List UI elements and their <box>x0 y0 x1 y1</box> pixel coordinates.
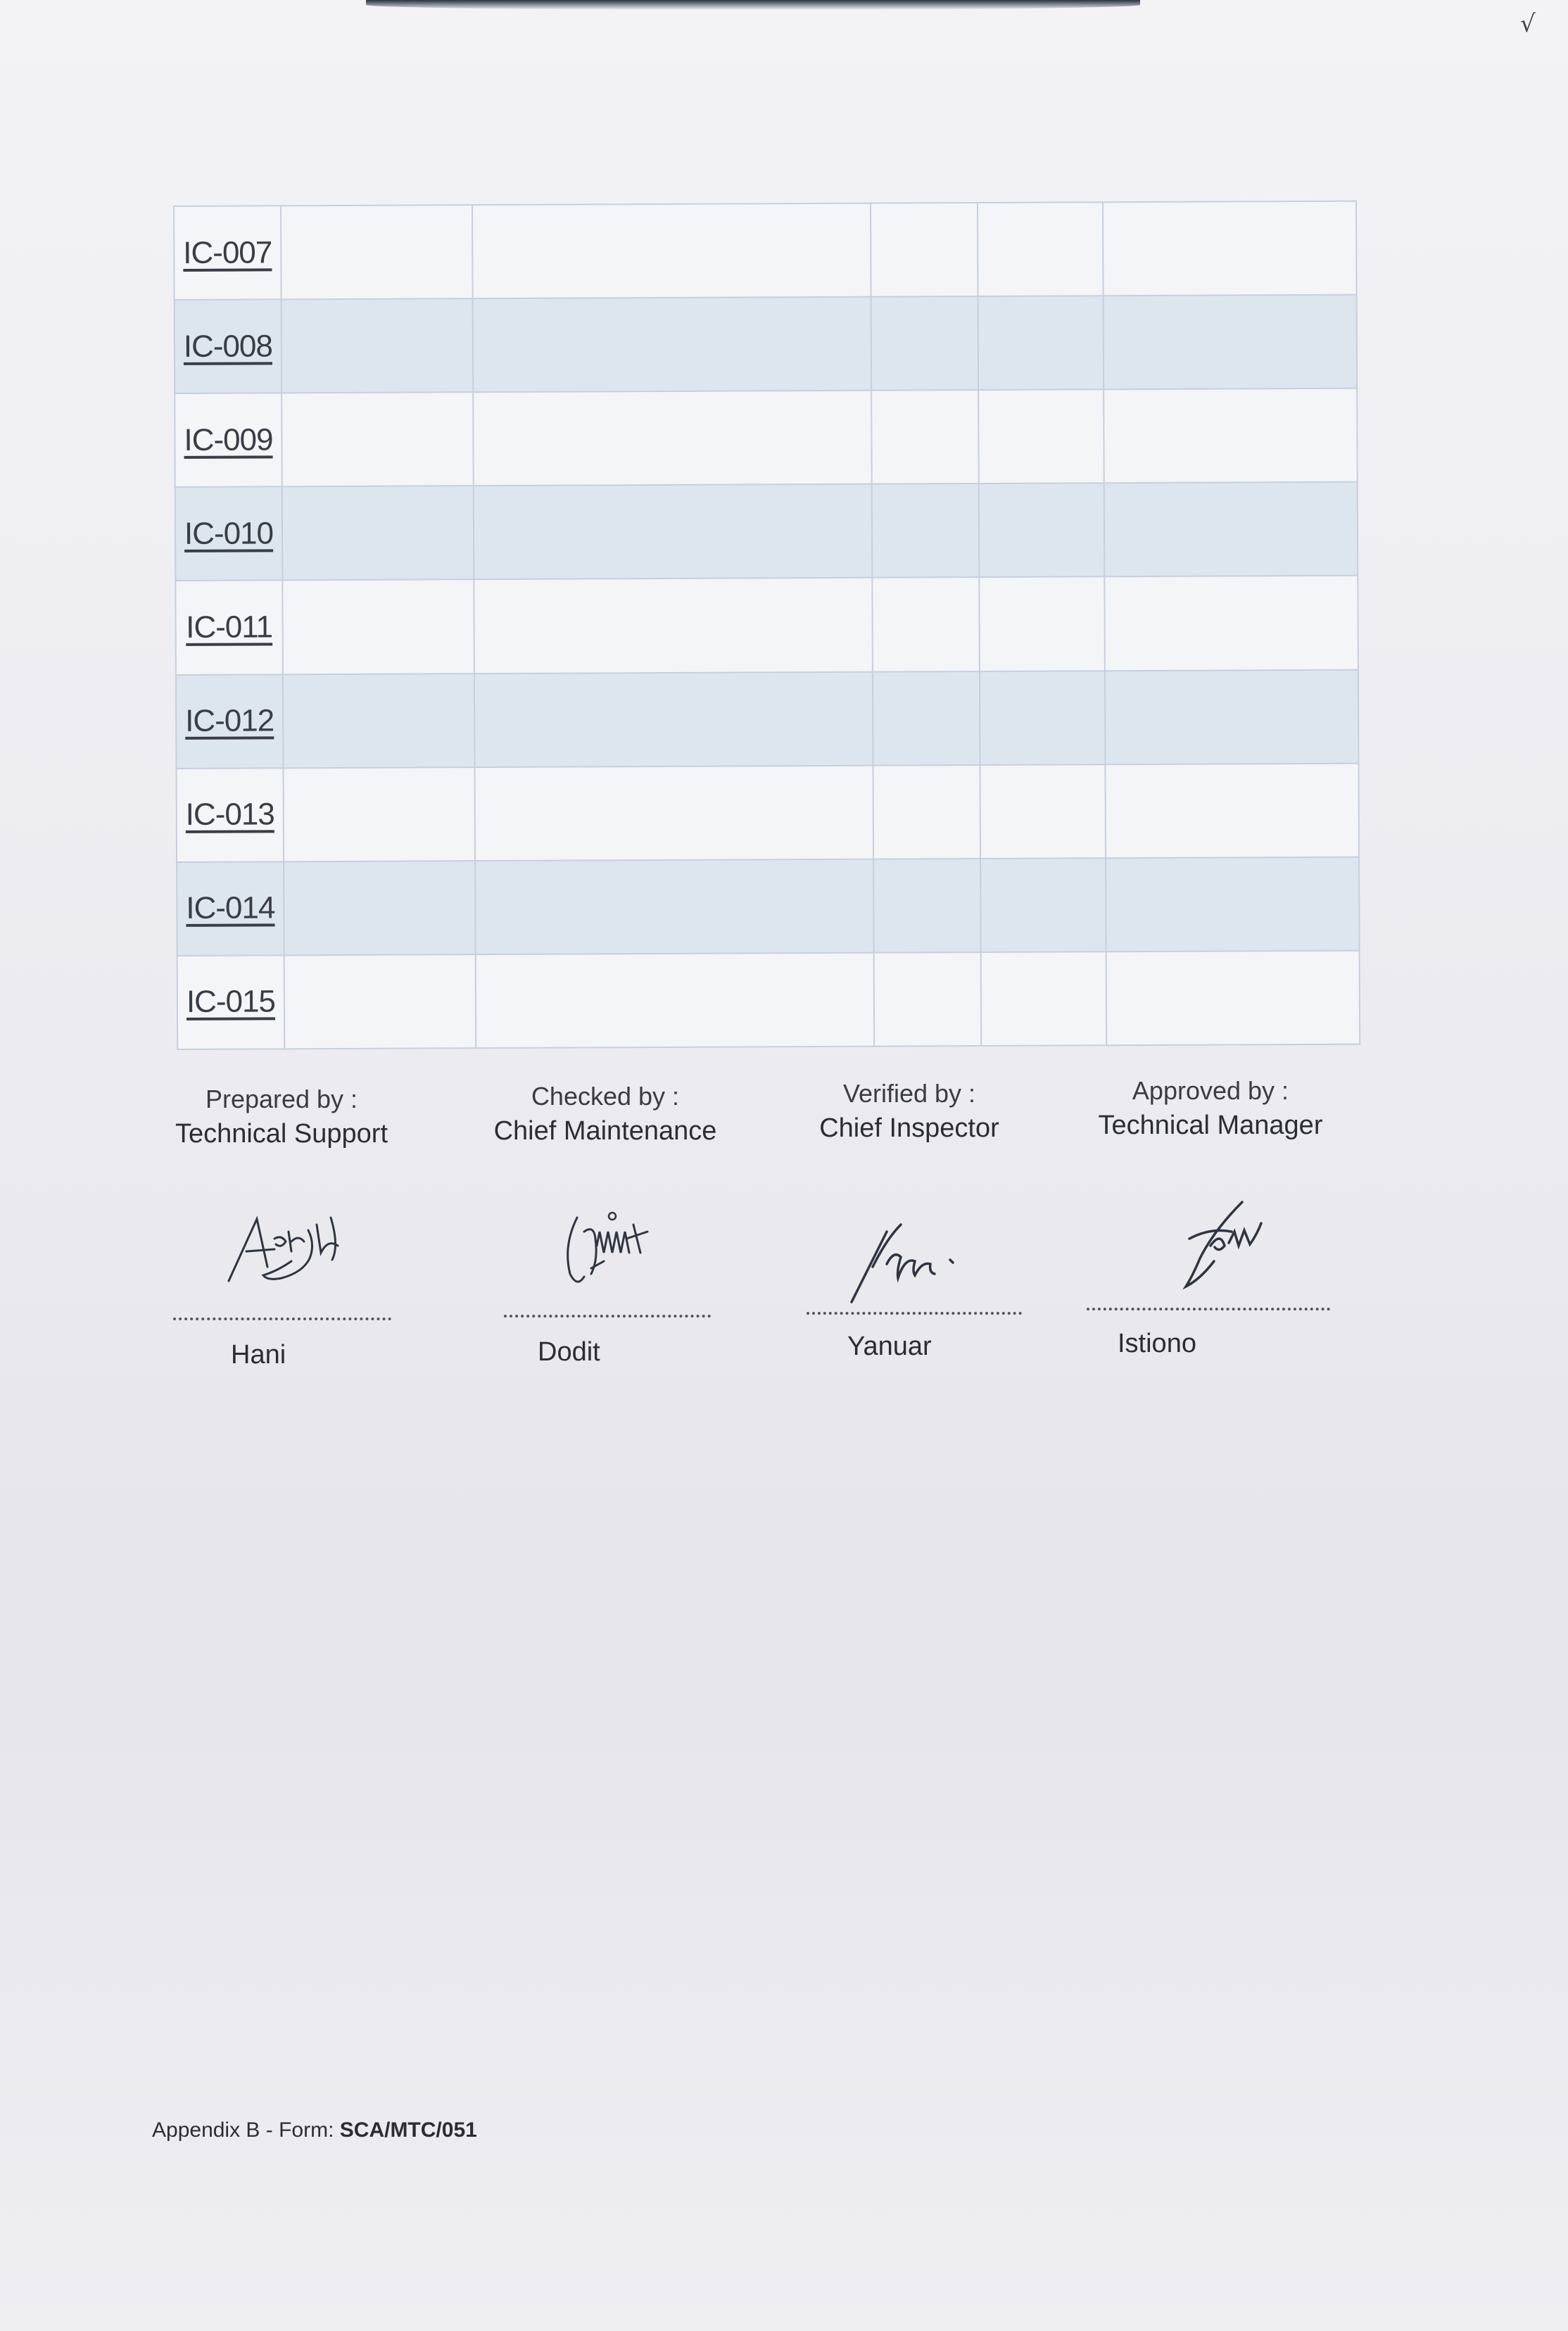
signature-line-istiono <box>1087 1308 1330 1310</box>
empty-cell <box>284 954 476 1049</box>
empty-cell <box>283 674 475 768</box>
item-code-cell <box>176 674 284 769</box>
item-code-cell <box>175 581 283 675</box>
empty-cell <box>872 577 980 671</box>
table-row <box>176 669 1359 768</box>
item-code: IC-012 <box>185 703 274 739</box>
table-row <box>174 201 1357 300</box>
empty-cell <box>283 767 475 861</box>
empty-cell <box>474 578 873 674</box>
footer-prefix: Appendix B - Form: <box>152 2118 340 2142</box>
item-code-cell <box>174 206 282 300</box>
empty-cell <box>981 952 1107 1046</box>
signature-block-checked <box>457 1080 753 1149</box>
empty-cell <box>474 484 873 580</box>
inspection-table <box>173 201 1360 1050</box>
item-code-cell <box>177 955 285 1049</box>
empty-cell <box>873 765 980 859</box>
item-code: IC-007 <box>183 234 272 270</box>
empty-cell <box>476 953 875 1049</box>
signature-role-label: Checked by : <box>531 1082 680 1111</box>
item-code: IC-013 <box>185 797 274 833</box>
signature-yanuar-mark <box>845 1218 978 1309</box>
empty-cell <box>978 296 1104 390</box>
signature-block-prepared <box>134 1082 429 1151</box>
page-top-shadow <box>366 0 1140 10</box>
signature-role-title: Chief Maintenance <box>493 1116 717 1146</box>
item-code-cell <box>176 768 284 862</box>
empty-cell <box>871 203 978 297</box>
empty-cell <box>472 203 871 299</box>
item-code-cell <box>177 861 284 956</box>
item-code: IC-015 <box>186 984 276 1020</box>
table-row <box>177 951 1360 1049</box>
signature-istiono-mark <box>1161 1196 1281 1295</box>
item-code: IC-010 <box>184 516 274 551</box>
table-row <box>175 576 1358 674</box>
empty-cell <box>1104 388 1358 484</box>
empty-cell <box>1104 576 1358 671</box>
signature-name-dodit: Dodit <box>538 1337 600 1367</box>
signature-line-dodit <box>504 1315 711 1318</box>
empty-cell <box>473 391 872 486</box>
signature-name-istiono: Istiono <box>1118 1329 1196 1358</box>
signature-name-hani: Hani <box>231 1340 286 1370</box>
empty-cell <box>980 858 1106 952</box>
empty-cell <box>1104 482 1358 577</box>
empty-cell <box>872 484 980 578</box>
empty-cell <box>282 580 474 674</box>
table-row <box>175 295 1358 393</box>
empty-cell <box>1105 763 1359 858</box>
empty-cell <box>871 296 979 391</box>
empty-cell <box>474 671 873 767</box>
form-footer <box>152 2118 477 2142</box>
table-row <box>176 763 1359 861</box>
signature-role-title: Technical Manager <box>1098 1111 1323 1140</box>
empty-cell <box>873 671 980 766</box>
empty-cell <box>282 392 474 486</box>
empty-cell <box>1106 951 1360 1046</box>
empty-cell <box>1104 295 1358 390</box>
item-code: IC-011 <box>186 609 273 645</box>
item-code: IC-008 <box>183 329 273 364</box>
signature-line-hani <box>173 1318 391 1320</box>
empty-cell <box>282 298 474 393</box>
signature-role-title: Technical Support <box>175 1119 388 1149</box>
table-row <box>177 857 1360 955</box>
empty-cell <box>475 859 874 954</box>
empty-cell <box>873 859 981 953</box>
signature-role-title: Chief Inspector <box>819 1113 999 1143</box>
signature-dodit-mark <box>556 1204 662 1295</box>
signature-hani-mark <box>225 1211 345 1288</box>
table-row <box>175 388 1358 487</box>
item-code: IC-009 <box>184 422 273 457</box>
empty-cell <box>284 861 476 955</box>
signature-role-label: Prepared by : <box>205 1085 358 1113</box>
empty-cell <box>979 484 1105 578</box>
empty-cell <box>1105 669 1359 764</box>
empty-cell <box>978 202 1104 296</box>
empty-cell <box>980 671 1106 765</box>
empty-cell <box>282 486 474 580</box>
signature-role-label: Approved by : <box>1132 1076 1289 1105</box>
empty-cell <box>874 952 982 1047</box>
corner-tick-mark: √ <box>1520 10 1536 38</box>
item-code-cell <box>175 393 282 488</box>
empty-cell <box>474 765 873 861</box>
empty-cell <box>980 764 1106 859</box>
empty-cell <box>979 577 1105 671</box>
item-code: IC-014 <box>186 890 275 926</box>
empty-cell <box>1103 201 1357 296</box>
empty-cell <box>1106 857 1360 952</box>
item-code-cell <box>175 299 282 393</box>
empty-cell <box>978 389 1104 484</box>
signature-role-label: Verified by : <box>842 1079 976 1108</box>
empty-cell <box>281 205 473 299</box>
signature-line-yanuar <box>807 1312 1022 1315</box>
footer-form-code: SCA/MTC/051 <box>339 2118 477 2142</box>
signature-block-verified <box>761 1077 1057 1146</box>
item-code-cell <box>175 487 283 581</box>
table-row <box>175 482 1358 581</box>
signature-name-yanuar: Yanuar <box>847 1332 932 1361</box>
empty-cell <box>871 390 979 484</box>
signature-block-approved <box>1063 1074 1358 1143</box>
empty-cell <box>473 297 872 393</box>
